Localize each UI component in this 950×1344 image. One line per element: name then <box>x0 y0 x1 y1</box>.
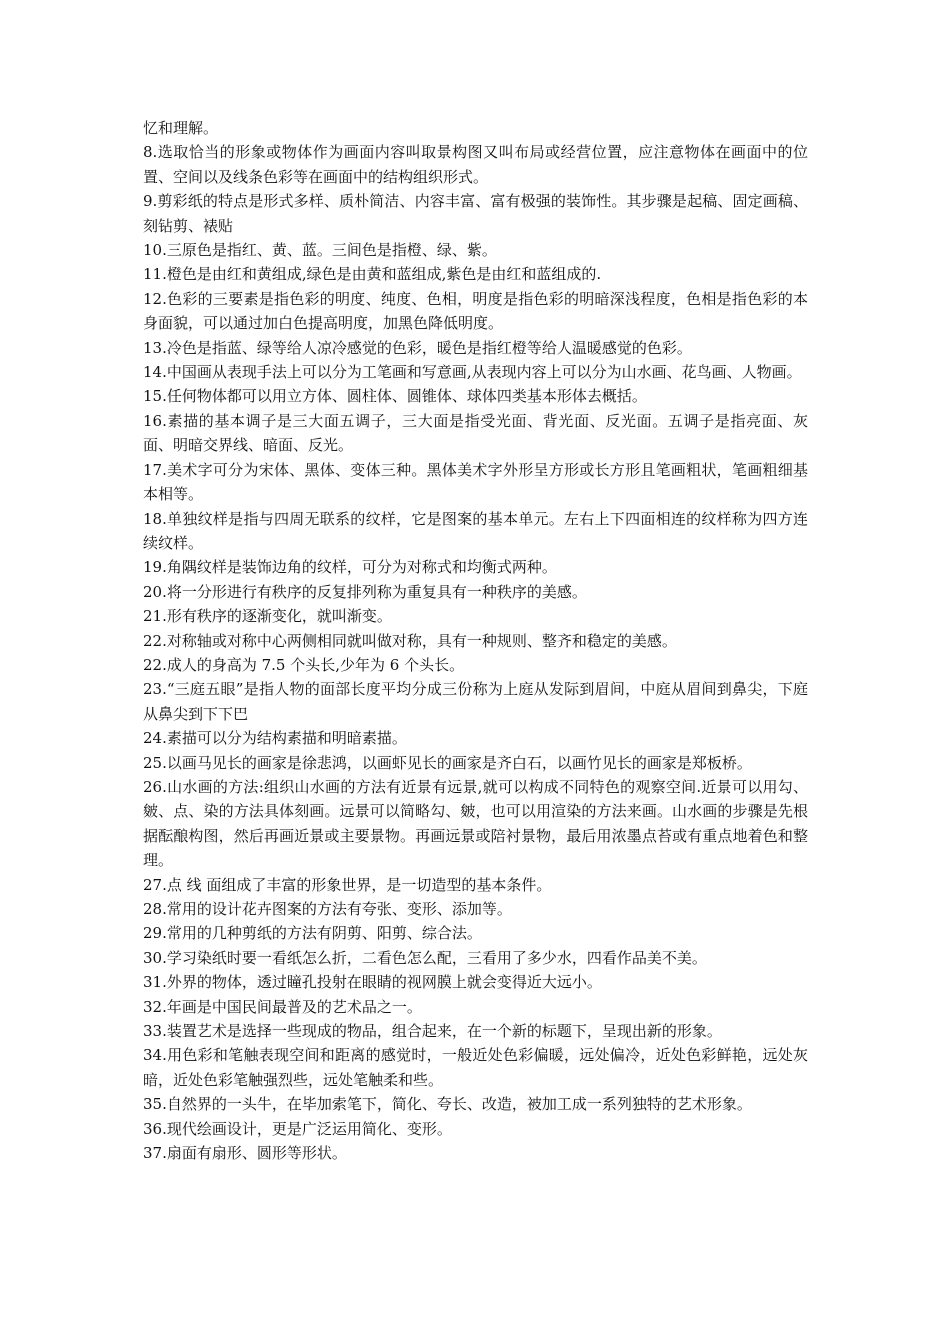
paragraph: 24.素描可以分为结构素描和明暗素描。 <box>143 729 407 748</box>
paragraph: 忆和理解。 <box>143 119 219 137</box>
paragraph: 16.素描的基本调子是三大面五调子，三大面是指受光面、背光面、反光面。五调子是指亮面、灰面、明暗交界线、暗面、反光。 <box>143 411 808 455</box>
paragraph: 36.现代绘画设计，更是广泛运用简化、变形。 <box>143 1119 452 1138</box>
paragraph: 28.常用的设计花卉图案的方法有夸张、变形、添加等。 <box>143 900 512 918</box>
paragraph: 35.自然界的一头牛，在毕加索笔下，简化、夸长、改造，被加工成一系列独特的艺术形象。 <box>143 1095 752 1114</box>
paragraph: 19.角隅纹样是装饰边角的纹样，可分为对称式和均衡式两种。 <box>143 558 557 577</box>
paragraph: 20.将一分形进行有秩序的反复排列称为重复具有一种秩序的美感。 <box>143 582 587 601</box>
document-body <box>143 116 808 1165</box>
paragraph: 34.用色彩和笔触表现空间和距离的感觉时，一般近处色彩偏暖，远处偏冷，近处色彩鲜艳，远处灰暗，近处色彩笔触强烈些，远处笔触柔和些。 <box>143 1046 808 1089</box>
paragraph: 18.单独纹样是指与四周无联系的纹样，它是图案的基本单元。左右上下四面相连的纹样称为四方连续纹样。 <box>143 509 808 552</box>
paragraph: 14.中国画从表现手法上可以分为工笔画和写意画,从表现内容上可以分为山水画、花鸟画、人物画。 <box>143 363 802 382</box>
paragraph: 13.冷色是指蓝、绿等给人凉冷感觉的色彩，暖色是指红橙等给人温暖感觉的色彩。 <box>143 338 692 357</box>
paragraph: 32.年画是中国民间最普及的艺术品之一。 <box>143 997 422 1016</box>
paragraph: 31.外界的物体，透过瞳孔投射在眼睛的视网膜上就会变得近大远小。 <box>143 973 602 992</box>
paragraph: 10.三原色是指红、黄、蓝。三间色是指橙、绿、紫。 <box>143 241 497 260</box>
paragraph: 17.美术字可分为宋体、黑体、变体三种。黑体美术字外形呈方形或长方形且笔画粗状，笔画粗细基本相等。 <box>143 460 808 504</box>
paragraph: 12.色彩的三要素是指色彩的明度、纯度、色相，明度是指色彩的明暗深浅程度，色相是指色彩的本身面貌，可以通过加白色提高明度，加黑色降低明度。 <box>143 289 808 333</box>
paragraph: 9.剪彩纸的特点是形式多样、质朴简洁、内容丰富、富有极强的装饰性。其步骤是起稿、固定画稿、刻钻剪、裱贴 <box>143 192 808 235</box>
paragraph: 22.成人的身高为 7.5 个头长,少年为 6 个头长。 <box>143 655 465 674</box>
paragraph: 25.以画马见长的画家是徐悲鸿，以画虾见长的画家是齐白石，以画竹见长的画家是郑板桥。 <box>143 753 752 772</box>
paragraph: 26.山水画的方法:组织山水画的方法有近景有远景,就可以构成不同特色的观察空间.近景可以用勾、皴、点、染的方法具体刻画。远景可以简略勾、皴，也可以用渲染的方法来画。山水画的步骤是先根据酝酿构图，然后再画近景或主要景物。再画远景或陪衬景物，最后用浓墨点苔或有重点地着色和整理。 <box>143 777 808 870</box>
paragraph: 22.对称轴或对称中心两侧相同就叫做对称，具有一种规则、整齐和稳定的美感。 <box>143 631 677 650</box>
paragraph: 23.“三庭五眼”是指人物的面部长度平均分成三份称为上庭从发际到眉间，中庭从眉间到鼻尖，下庭从鼻尖到下下巴 <box>143 680 808 723</box>
paragraph: 37.扇面有扇形、圆形等形状。 <box>143 1144 347 1163</box>
paragraph: 11.橙色是由红和黄组成,绿色是由黄和蓝组成,紫色是由红和蓝组成的. <box>143 265 602 284</box>
paragraph: 27.点 线 面组成了丰富的形象世界，是一切造型的基本条件。 <box>143 875 552 894</box>
paragraph: 15.任何物体都可以用立方体、圆柱体、圆锥体、球体四类基本形体去概括。 <box>143 387 647 406</box>
paragraph: 29.常用的几种剪纸的方法有阴剪、阳剪、综合法。 <box>143 924 482 943</box>
paragraph: 21.形有秩序的逐渐变化，就叫渐变。 <box>143 607 392 626</box>
paragraph: 8.选取恰当的形象或物体作为画面内容叫取景构图又叫布局或经营位置，应注意物体在画面中的位置、空间以及线条色彩等在画面中的结构组织形式。 <box>143 143 808 186</box>
paragraph: 33.装置艺术是选择一些现成的物品，组合起来，在一个新的标题下，呈现出新的形象。 <box>143 1022 722 1041</box>
paragraph: 30.学习染纸时要一看纸怎么折，二看色怎么配，三看用了多少水，四看作品美不美。 <box>143 948 707 967</box>
